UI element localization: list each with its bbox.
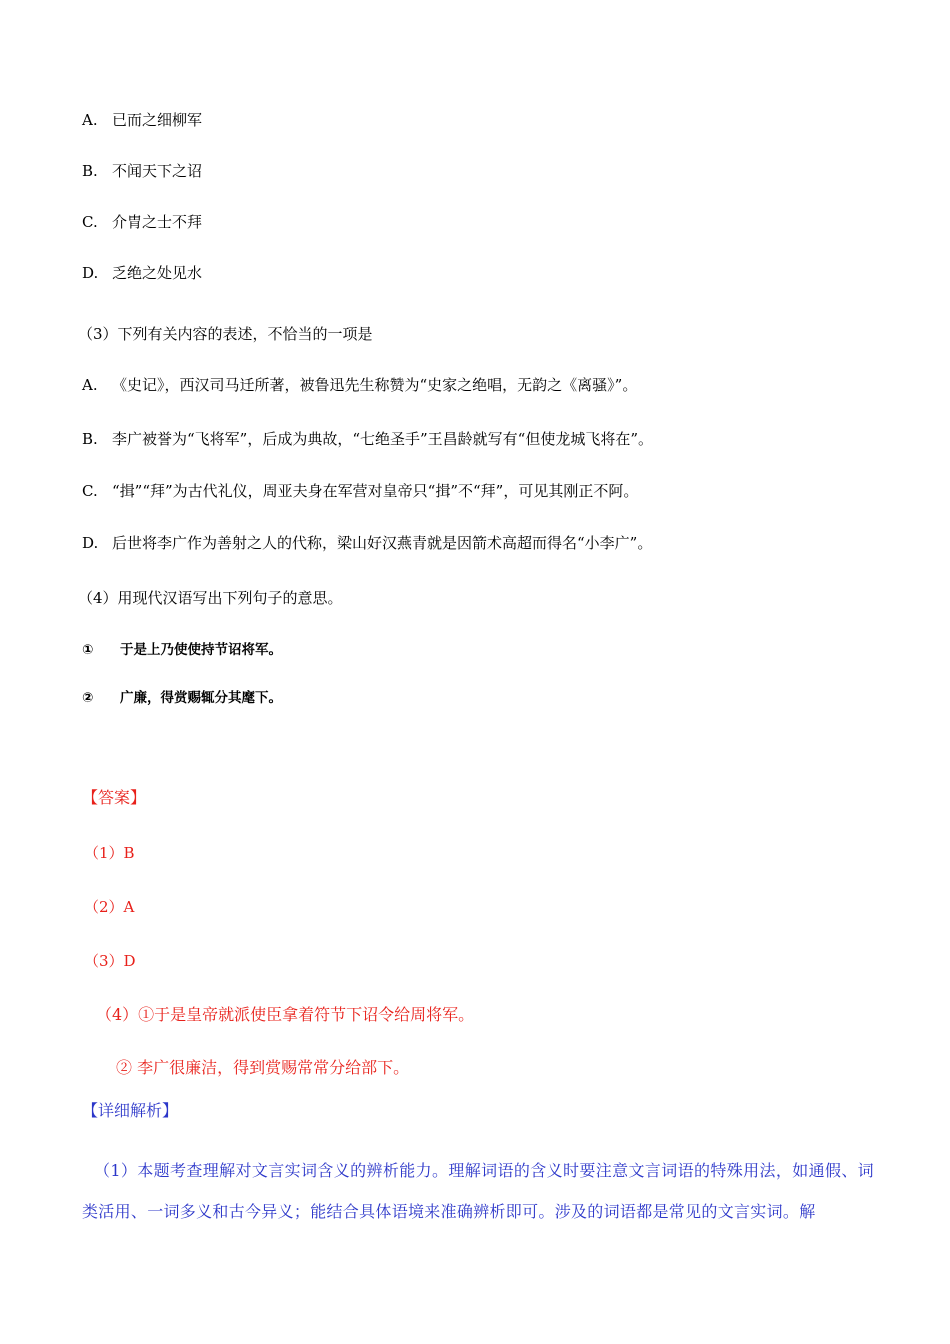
- item-number: ②: [82, 690, 94, 706]
- option-text: 已而之细柳军: [112, 111, 203, 129]
- option-text: 不闻天下之诏: [112, 162, 203, 180]
- q4-sentence-2: [82, 688, 282, 708]
- q4-sentence-1: [82, 640, 282, 660]
- option-letter: A.: [82, 111, 98, 129]
- option-letter: C.: [82, 482, 98, 500]
- answer-line-5: ② 李广很廉洁，得到赏赐常常分给部下。: [116, 1058, 410, 1077]
- answer-line-3: （3）D: [84, 952, 136, 970]
- option-letter: A.: [82, 376, 98, 394]
- option-a: [82, 110, 202, 130]
- option-text: 后世将李广作为善射之人的代称，梁山好汉燕青就是因箭术高超而得名“小李广”。: [112, 534, 653, 552]
- analysis-paragraph: （1）本题考查理解对文言实词含义的辨析能力。理解词语的含义时要注意文言词语的特殊用法，如通假、词类活用、一词多义和古今异义；能结合具体语境来准确辨析即可。涉及的词语都是常见的文言实词。解: [82, 1161, 874, 1221]
- question-3-prompt: （3）下列有关内容的表述，不恰当的一项是: [78, 325, 373, 343]
- option-text: 乏绝之处见水: [112, 264, 203, 282]
- item-text: 广廉，得赏赐辄分其麾下。: [120, 690, 282, 706]
- item-number: ①: [82, 642, 94, 658]
- option-letter: D.: [82, 264, 99, 282]
- option-c: [82, 212, 202, 232]
- answer-line-4: （4）①于是皇帝就派使臣拿着符节下诏令给周将军。: [96, 1005, 475, 1024]
- option-letter: B.: [82, 162, 98, 180]
- option-text: 《史记》，西汉司马迁所著，被鲁迅先生称赞为“史家之绝唱，无韵之《离骚》”。: [112, 376, 638, 394]
- option-d: [82, 263, 202, 283]
- answer-line-1: （1）B: [84, 844, 135, 862]
- q3-option-d: [82, 533, 652, 553]
- option-letter: B.: [82, 430, 98, 448]
- option-text: 介胄之士不拜: [112, 213, 203, 231]
- item-text: 于是上乃使使持节诏将军。: [120, 642, 282, 658]
- option-letter: C.: [82, 213, 98, 231]
- q3-option-b: [82, 429, 653, 449]
- question-4-prompt: （4）用现代汉语写出下列句子的意思。: [78, 589, 343, 607]
- option-text: “揖”“拜”为古代礼仪，周亚夫身在军营对皇帝只“揖”不“拜”，可见其刚正不阿。: [112, 482, 639, 500]
- option-letter: D.: [82, 534, 99, 552]
- analysis-heading: 【详细解析】: [82, 1101, 179, 1120]
- q3-option-c: [82, 481, 638, 501]
- option-b: [82, 161, 202, 181]
- answer-heading: 【答案】: [82, 788, 147, 807]
- q3-option-a: [82, 375, 637, 395]
- option-text: 李广被誉为“飞将军”，后成为典故，“七绝圣手”王昌龄就写有“但使龙城飞将在”。: [112, 430, 654, 448]
- answer-line-2: （2）A: [84, 898, 135, 916]
